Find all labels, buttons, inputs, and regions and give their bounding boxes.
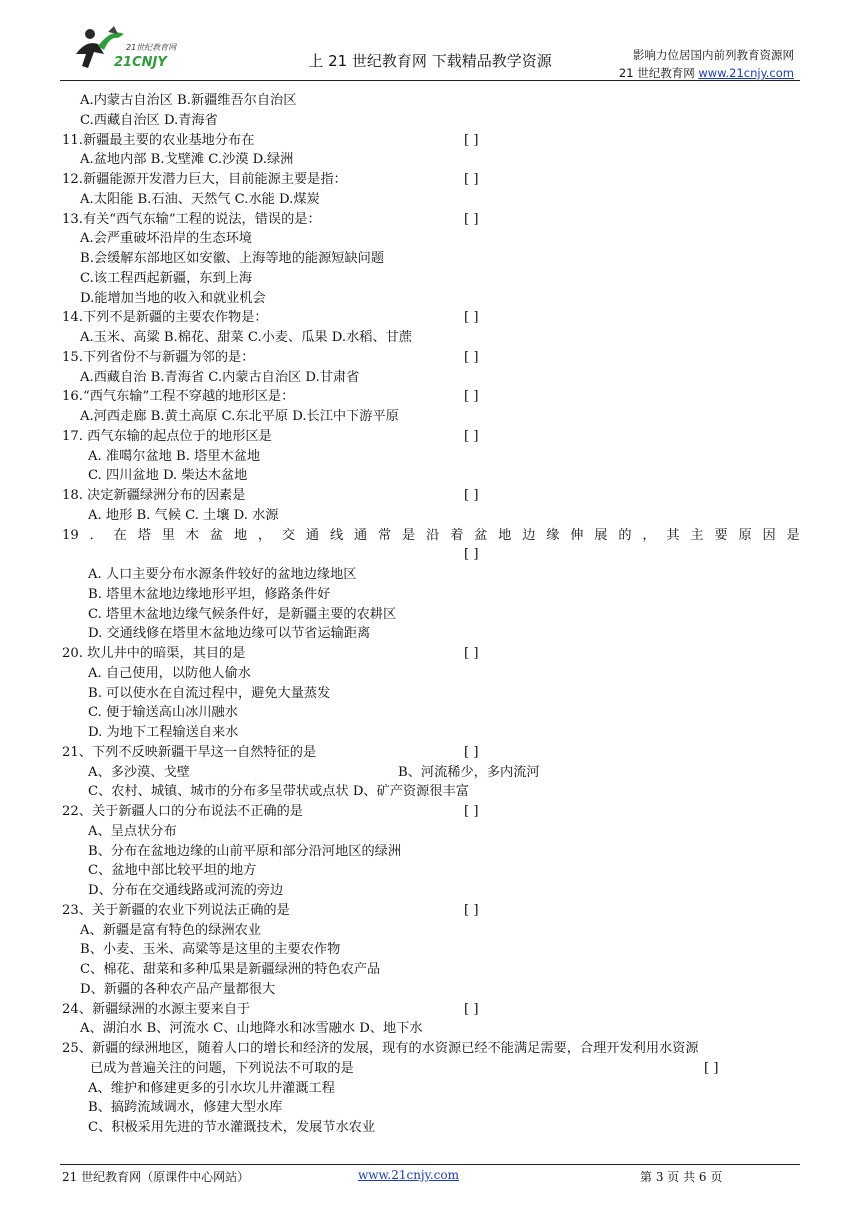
line-text: C、棉花、甜菜和多种瓜果是新疆绿洲的特色农产品 [80,962,381,977]
question-line [62,1019,800,1039]
answer-bracket: [ ] [464,428,479,444]
question-line [62,881,800,901]
question-line [62,1059,800,1079]
svg-text:21CNJY: 21CNJY [114,55,167,70]
answer-bracket: [ ] [464,389,479,405]
question-list [62,91,800,1138]
line-text: 14.下列不是新疆的主要农作物是： [62,310,268,326]
question-line [62,170,800,190]
svg-text:21世纪教育网: 21世纪教育网 [126,43,177,52]
line-text: 23、关于新疆的农业下列说法正确的是 [62,902,290,918]
question-line [62,506,800,526]
line-text: 已成为普遍关注的问题，下列说法不可取的是 [90,1060,354,1076]
q19-char: 通 [353,527,368,543]
line-text: B. 可以使水在自流过程中，避免大量蒸发 [88,685,331,701]
option-second-column: B、河流稀少，多内流河 [398,764,540,780]
line-text: D. 为地下工程输送自来水 [88,725,239,740]
question-line [62,368,800,388]
question-line [62,1079,800,1099]
question-line [62,703,800,723]
answer-bracket: [ ] [464,211,479,227]
header-tagline: 影响力位居国内前列教育资源网 [633,48,794,62]
answer-bracket: [ ] [464,172,479,187]
line-text: A、湖泊水 B、河流水 C、山地降水和冰雪融水 D、地下水 [80,1021,423,1037]
question-line [62,782,800,802]
q19-char: 塔 [137,527,151,543]
question-line [62,624,800,644]
line-text: C. 四川盆地 D. 柴达木盆地 [88,468,248,484]
question-line [62,407,800,427]
header-slogan: 上 21 世纪教育网 下载精品教学资源 [308,52,552,70]
footer-divider [60,1164,800,1165]
line-text: C.该工程西起新疆，东到上海 [80,270,253,286]
q19-char: ． [89,527,103,543]
line-text: A、多沙漠、戈壁 [88,764,190,780]
question-line [62,901,800,921]
line-text: 25、新疆的绿洲地区，随着人口的增长和经济的发展，现有的水资源已经不能满足需要，合理开发利用水资源 [62,1041,699,1056]
line-text: C、积极采用先进的节水灌溉技术，发展节水农业 [88,1120,376,1135]
line-text: A、维护和修建更多的引水坎儿井灌溉工程 [88,1080,335,1096]
q19-char: 展 [594,527,608,543]
q19-char: 要 [714,527,728,543]
answer-bracket: [ ] [464,310,479,326]
page-header [60,20,800,80]
q19-char: 地 [498,527,512,543]
header-divider [60,80,800,81]
answer-bracket: [ ] [464,744,479,760]
question-line [62,802,800,822]
header-right [619,46,794,82]
line-text: A、呈点状分布 [88,823,177,839]
q19-char: 通 [305,527,320,543]
question-line [62,585,800,605]
answer-bracket: [ ] [464,349,479,365]
q19-char: 的 [618,527,632,543]
line-text: 16.“西气东输”工程不穿越的地形区是： [62,389,295,405]
line-text: B、分布在盆地边缘的山前平原和部分沿河地区的绿洲 [88,843,402,859]
line-text: 18. 决定新疆绿洲分布的因素是 [62,488,246,503]
line-text: 22、关于新疆人口的分布说法不正确的是 [62,804,303,819]
footer-site: 21 世纪教育网（原课件中心网站） [62,1170,250,1184]
line-text: A.河西走廊 B.黄土高原 C.东北平原 D.长江中下游平原 [80,409,399,424]
q19-char: 伸 [570,527,584,543]
question-line [62,921,800,941]
line-text: D. 交通线修在塔里木盆地边缘可以节省运输距离 [88,626,371,642]
line-text: A. 人口主要分布水源条件较好的盆地边缘地区 [88,567,357,582]
question-line [62,466,800,486]
question-line [62,1118,800,1138]
q19-char: 常 [378,527,392,543]
line-text: 13.有关“西气东输”工程的说法，错误的是： [62,211,321,227]
line-text: A. 地形 B. 气候 C. 土壤 D. 水源 [88,507,279,523]
page-number: 第 3 页 共 6 页 [640,1170,723,1184]
line-text: C. 便于输送高山冰川融水 [88,705,238,721]
q19-char: 是 [786,527,800,543]
question-line [62,1039,800,1059]
q19-char: 里 [161,527,175,543]
question-line [62,229,800,249]
question-line [62,387,800,407]
line-text: 20. 坎儿井中的暗渠，其目的是 [62,646,246,661]
question-line [62,743,800,763]
question-19-text [62,526,800,546]
q19-char: 交 [281,527,296,543]
question-line [62,289,800,309]
line-text: D、新疆的各种农产品产量都很大 [80,981,276,997]
question-line [62,447,800,467]
line-text: A.盆地内部 B.戈壁滩 C.沙漠 D.绿洲 [80,152,294,168]
answer-bracket: [ ] [464,1001,479,1017]
question-line [62,565,800,585]
q19-char: 主 [690,527,704,543]
line-text: A. 准噶尔盆地 B. 塔里木盆地 [88,448,261,464]
question-line [62,91,800,111]
line-text: A.太阳能 B.石油、天然气 C.水能 D.煤炭 [80,191,320,207]
header-site-link[interactable]: www.21cnjy.com [698,66,794,80]
question-line [62,269,800,289]
question-line [62,684,800,704]
question-line [62,940,800,960]
line-text: 21、下列不反映新疆干旱这一自然特征的是 [62,744,317,760]
question-line [62,348,800,368]
line-text: C、农村、城镇、城市的分布多呈带状或点状 D、矿产资源很丰富 [88,784,469,800]
question-line [62,150,800,170]
q19-char: 着 [450,527,464,543]
question-line [62,1098,800,1118]
question-line [62,308,800,328]
answer-bracket: [ ] [464,132,479,148]
line-text: B、小麦、玉米、高粱等是这里的主要农作物 [80,942,341,958]
footer-link[interactable]: www.21cnjy.com [358,1168,459,1182]
answer-bracket: [ ] [704,1060,719,1076]
line-text: B.会缓解东部地区如安徽、上海等地的能源短缺问题 [80,251,385,266]
line-text: 11.新疆最主要的农业基地分布在 [62,132,255,148]
line-text: A.西藏自治 B.青海省 C.内蒙古自治区 D.甘肃省 [80,369,360,385]
line-text: D、分布在交通线路或河流的旁边 [88,883,284,898]
question-line [62,842,800,862]
question-line [62,328,800,348]
question-19-stem [62,526,800,546]
line-text: 24、新疆绿洲的水源主要来自于 [62,1001,251,1017]
line-text: C.西藏自治区 D.青海省 [80,112,218,128]
line-text: 12.新疆能源开发潜力巨大，目前能源主要是指： [62,172,347,187]
question-line [62,960,800,980]
line-text: A.内蒙古自治区 B.新疆维吾尔自治区 [80,93,297,108]
q19-char: 原 [738,527,752,543]
q19-char: 在 [113,527,127,543]
question-line [62,427,800,447]
question-line [62,249,800,269]
q19-char: 沿 [426,527,440,543]
question-line [62,486,800,506]
q19-char: 盆 [209,527,223,543]
question-line [62,723,800,743]
q19-char: 木 [185,527,199,543]
q19-char: 因 [762,527,776,543]
question-line [62,861,800,881]
line-text: B、搞跨流域调水，修建大型水库 [88,1100,283,1116]
q19-char: 是 [402,527,416,543]
q19-char: 缘 [546,527,560,543]
question-line [62,1000,800,1020]
q19-char: ， [642,527,656,543]
header-site-name: 21 世纪教育网 [618,66,699,80]
question-line [62,131,800,151]
question-line [62,980,800,1000]
answer-bracket: [ ] [464,488,479,503]
answer-bracket: [ ] [464,547,479,563]
line-text: 17. 西气东输的起点位于的地形区是 [62,428,272,444]
q19-char: ， [257,527,272,543]
q19-char: 盆 [474,527,488,543]
question-line [62,763,800,783]
line-text: A、新疆是富有特色的绿洲农业 [80,922,261,938]
question-line [62,644,800,664]
answer-bracket: [ ] [464,646,479,661]
question-line [62,210,800,230]
question-line [62,822,800,842]
q19-char: 边 [522,527,536,543]
line-text: A.会严重破坏沿岸的生态环境 [80,231,252,247]
q19-char: 地 [233,527,247,543]
q19-char: 线 [329,527,344,543]
answer-bracket: [ ] [464,902,479,918]
line-text: A.玉米、高粱 B.棉花、甜菜 C.小麦、瓜果 D.水稻、甘蔗 [80,330,413,345]
question-line [62,664,800,684]
line-text: D.能增加当地的收入和就业机会 [80,290,266,306]
line-text: C、盆地中部比较平坦的地方 [88,863,257,879]
line-text: B. 塔里木盆地边缘地形平坦，修路条件好 [88,586,331,602]
question-line [62,190,800,210]
line-text: A. 自己使用，以防他人偷水 [88,665,251,681]
line-text: 15.下列省份不与新疆为邻的是： [62,349,255,365]
q19-char: 其 [666,527,680,543]
line-text: C. 塔里木盆地边缘气候条件好，是新疆主要的农耕区 [88,606,397,622]
q19-char: 19 [62,527,79,543]
question-19-bracket-line [62,545,800,565]
answer-bracket: [ ] [464,804,479,819]
question-line [62,605,800,625]
question-line [62,111,800,131]
